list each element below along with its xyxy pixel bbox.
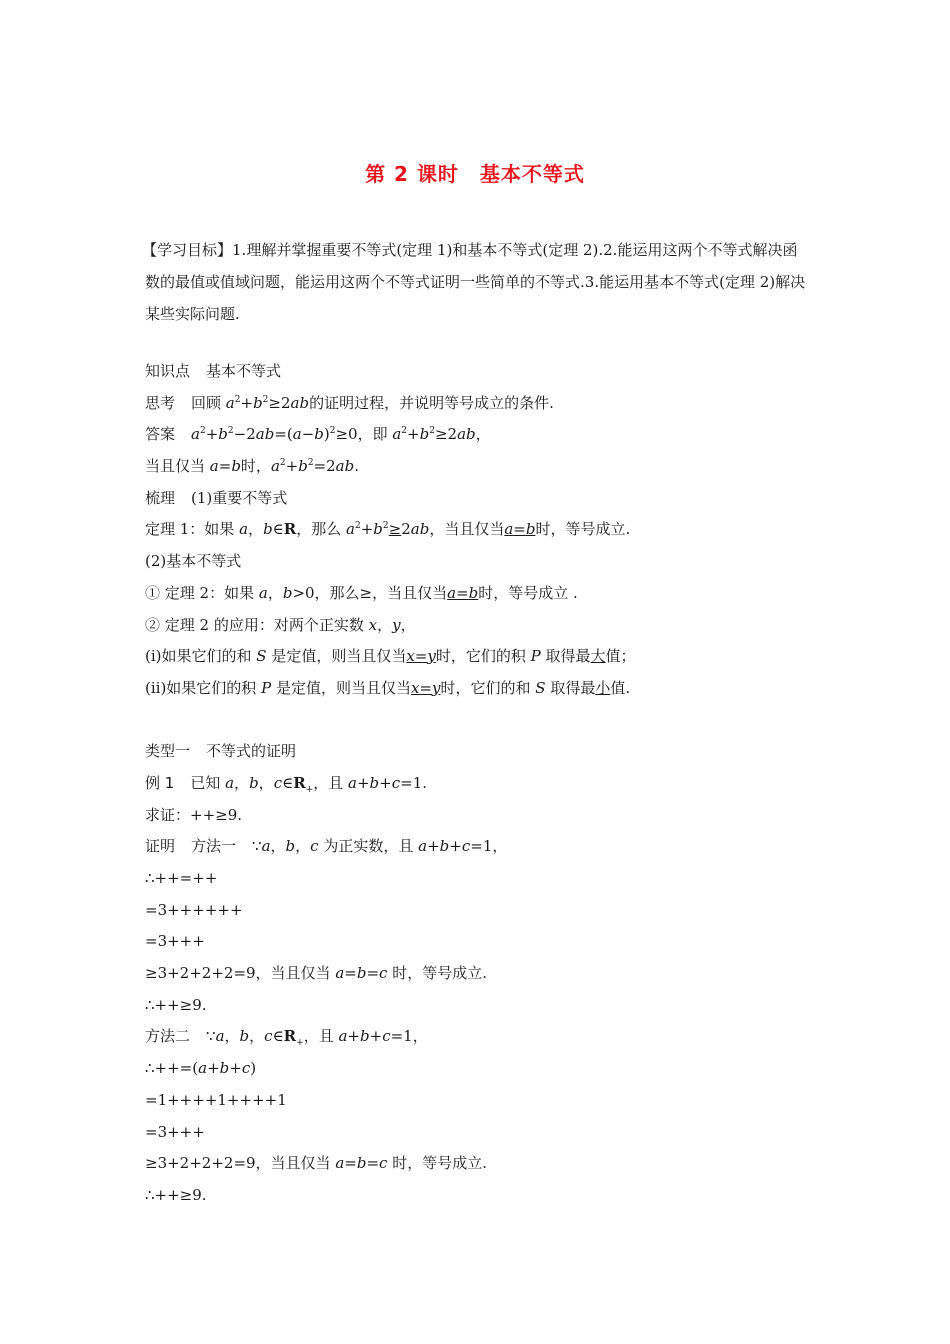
var: S xyxy=(535,678,546,697)
op: + xyxy=(207,1059,220,1078)
var: b xyxy=(218,425,228,444)
op: − xyxy=(301,425,315,444)
var: a xyxy=(338,1027,348,1046)
var: b xyxy=(231,457,241,476)
op: ∈ xyxy=(272,1027,284,1046)
var: P xyxy=(261,678,272,697)
method-2-line xyxy=(145,1021,810,1053)
underlined-answer xyxy=(504,520,535,538)
underlined-answer: ≥ xyxy=(388,520,402,539)
type-label: 类型一 xyxy=(145,742,191,761)
var: c xyxy=(264,1027,273,1046)
var: c xyxy=(391,773,401,792)
type-title: 不等式的证明 xyxy=(206,742,297,761)
example-1 xyxy=(145,768,810,800)
case-2 xyxy=(145,673,810,705)
text: ，且 xyxy=(313,773,348,792)
var: c xyxy=(461,837,471,856)
text: (ⅱ)如果它们的积 xyxy=(145,678,262,697)
think-text: 的证明过程，并说明等号成立的条件. xyxy=(309,393,554,412)
knowledge-heading xyxy=(145,356,810,388)
method-label: 方法二 xyxy=(145,1027,191,1046)
var: P xyxy=(530,647,541,666)
var: a xyxy=(292,425,302,444)
op: + xyxy=(407,425,420,444)
op: ∈ xyxy=(282,773,294,792)
var: a xyxy=(198,1059,208,1078)
op: = xyxy=(513,520,526,539)
text: ∴++=( xyxy=(145,1059,199,1078)
var: a xyxy=(261,837,271,856)
var: y xyxy=(427,647,436,666)
proof-step xyxy=(145,1053,810,1085)
text: ， xyxy=(295,837,311,856)
page-title: 第 2 课时 基本不等式 xyxy=(365,162,585,186)
proof-step: =3+++ xyxy=(145,932,205,951)
text: ， xyxy=(400,615,416,634)
text: 为正实数，且 xyxy=(318,837,419,856)
text: . xyxy=(354,457,359,476)
text: =1， xyxy=(470,837,508,856)
op: = xyxy=(366,1154,380,1173)
proof-step xyxy=(145,958,810,990)
var: b xyxy=(285,837,296,856)
var: b xyxy=(419,425,430,444)
knowledge-title: 基本不等式 xyxy=(206,362,282,380)
op: = xyxy=(366,964,380,983)
think-label: 思考 xyxy=(145,393,176,412)
op: + xyxy=(449,837,462,856)
text: ，那么 xyxy=(296,520,347,539)
objectives-tag: 【学习目标】 xyxy=(142,241,233,259)
theorem-2-application xyxy=(145,610,810,642)
var: ab xyxy=(457,425,476,444)
proof-step xyxy=(145,1148,810,1180)
var: a xyxy=(335,1154,345,1173)
var: b xyxy=(249,773,259,792)
sort-line xyxy=(145,483,810,515)
sub-heading-2: (2)基本不等式 xyxy=(145,552,242,571)
op: + xyxy=(379,773,392,792)
var: b xyxy=(263,520,273,539)
text: 时，它们的积 xyxy=(435,647,531,666)
op: = xyxy=(414,647,428,666)
op: + xyxy=(369,1027,383,1046)
var: x xyxy=(368,615,378,634)
op: 2 xyxy=(401,520,411,539)
var: c xyxy=(379,1154,388,1173)
text: 已知 xyxy=(190,773,226,792)
var: ab xyxy=(255,425,275,444)
text: ， xyxy=(377,615,393,634)
text: 当且仅当 xyxy=(145,457,210,476)
text: ， xyxy=(270,837,286,856)
var: a xyxy=(335,964,345,983)
var: b xyxy=(356,1154,367,1173)
var: c xyxy=(310,837,319,856)
text: ≥0，即 xyxy=(335,425,393,444)
text: ， xyxy=(258,773,274,792)
text: 时，等号成立. xyxy=(387,1154,487,1173)
var: b xyxy=(298,457,308,476)
text: =1. xyxy=(400,773,428,792)
text: 时，等号成立. xyxy=(387,964,487,983)
var: a xyxy=(225,393,235,412)
theorem-2 xyxy=(145,578,810,610)
answer-line-2: 当且仅当 a=b时，$a^2+b^2=2ab$. xyxy=(145,457,359,476)
op: ≥2 xyxy=(434,425,458,444)
var: x xyxy=(406,647,415,666)
var: b xyxy=(314,425,324,444)
proof-step: ∴++=++ xyxy=(145,869,218,887)
think-line: 思考 回顾 $a^2+b^2\ge 2ab$的证明过程，并说明等号成立的条件. xyxy=(145,393,554,412)
var: a xyxy=(348,773,357,792)
var: b xyxy=(369,773,380,792)
learning-objectives xyxy=(142,234,810,330)
proof-step: ∴++≥9. xyxy=(145,1185,207,1204)
proof-step: =3++++++ xyxy=(145,900,243,919)
example-label: 例 1 xyxy=(145,773,175,792)
text: 取得最 xyxy=(545,678,596,697)
var: y xyxy=(432,678,441,697)
text: =1， xyxy=(390,1027,428,1046)
op: ≥2 xyxy=(268,393,291,412)
op: = xyxy=(419,678,432,697)
sort-label: 梳理 xyxy=(145,488,176,507)
underlined-answer: 大 xyxy=(590,647,606,666)
var: b xyxy=(219,1059,230,1078)
var: b xyxy=(373,520,383,539)
var: a xyxy=(346,520,355,539)
op: =2 xyxy=(313,457,336,476)
set-symbol: R xyxy=(283,520,297,539)
text: ， xyxy=(249,1027,265,1046)
text: >0，那么≥，当且仅当 xyxy=(292,583,448,602)
op: ∈ xyxy=(272,520,284,539)
op: + xyxy=(427,837,440,856)
type1-heading xyxy=(145,736,810,768)
op: = xyxy=(344,964,357,983)
op: + xyxy=(347,1027,360,1046)
sort-text: (1)重要不等式 xyxy=(191,488,288,507)
text: 值； xyxy=(605,647,636,666)
text: 是定值，则当且仅当 xyxy=(266,647,407,666)
subscript: + xyxy=(296,1038,304,1049)
var: b xyxy=(282,583,293,602)
text: 取得最 xyxy=(540,647,591,666)
var: b xyxy=(253,393,263,412)
var: a xyxy=(392,425,402,444)
proof-step: =3+++ xyxy=(145,1122,205,1141)
answer-label: 答案 xyxy=(145,425,176,444)
text: ≥3+2+2+2=9，当且仅当 xyxy=(145,964,336,983)
because-symbol: ∵ xyxy=(206,1027,216,1046)
op: = xyxy=(456,583,469,602)
text: ② 定理 2 的应用：对两个正实数 xyxy=(145,615,369,634)
text: 值. xyxy=(610,678,631,697)
proof-step: ∴++≥9. xyxy=(145,995,207,1014)
op: + xyxy=(360,520,374,539)
text: ， xyxy=(248,520,264,539)
var: b xyxy=(439,837,450,856)
op: −2 xyxy=(233,425,256,444)
op: + xyxy=(285,457,299,476)
text: ≥3+2+2+2=9，当且仅当 xyxy=(145,1154,336,1173)
prove-line: 求证：++≥9. xyxy=(145,805,243,824)
main-content xyxy=(145,356,810,1212)
knowledge-label: 知识点 xyxy=(145,362,191,380)
think-text: 回顾 xyxy=(191,393,226,412)
objectives-text: 1.理解并掌握重要不等式(定理 1)和基本不等式(定理 2).2.能运用这两个不等式解决函数的最值或值域问题，能运用这两个不等式证明一些简单的不等式.3.能运用基本不等式(定理 2)解决某些实际问题. xyxy=(145,241,806,323)
text: (ⅰ)如果它们的和 xyxy=(145,647,257,666)
var: a xyxy=(270,457,280,476)
var: c xyxy=(241,1059,251,1078)
case-1 xyxy=(145,641,810,673)
text: 时， xyxy=(240,457,271,476)
text: ① 定理 2：如果 xyxy=(145,583,259,602)
set-symbol: R xyxy=(293,773,306,792)
op: + xyxy=(240,393,254,412)
text: ， xyxy=(267,583,283,602)
answer-line: 答案 $a^2+b^2-2ab=(a-b)^2\ge 0$，即 $a^2+b^2\ge 2ab$， xyxy=(145,425,491,444)
proof-label: 证明 xyxy=(145,837,176,856)
set-symbol: R xyxy=(283,1027,297,1046)
method-1-line xyxy=(145,831,810,863)
var: c xyxy=(273,773,283,792)
var: b xyxy=(356,964,367,983)
var: a xyxy=(447,583,457,602)
var: c xyxy=(382,1027,391,1046)
underlined-answer xyxy=(406,647,436,665)
underlined-answer xyxy=(447,584,478,602)
var: a xyxy=(215,1027,225,1046)
var: a xyxy=(225,773,235,792)
text: ，且 xyxy=(303,1027,339,1046)
var: a xyxy=(258,583,268,602)
text: ， xyxy=(234,773,250,792)
text: ，当且仅当 xyxy=(429,520,505,539)
var: a xyxy=(209,457,219,476)
subscript: + xyxy=(305,784,314,795)
var: S xyxy=(256,647,267,666)
text: 时，等号成立 . xyxy=(478,583,578,602)
text: 时，它们的和 xyxy=(440,678,536,697)
var: c xyxy=(379,964,388,983)
op: ) xyxy=(323,425,330,444)
proof-step: =1++++1++++1 xyxy=(145,1090,287,1109)
var: x xyxy=(410,678,420,697)
op: = xyxy=(344,1154,357,1173)
var: b xyxy=(525,520,536,539)
var: ab xyxy=(290,393,310,412)
because-symbol: ∵ xyxy=(252,837,262,856)
var: b xyxy=(239,1027,250,1046)
text: ) xyxy=(250,1059,257,1078)
text: 定理 1：如果 xyxy=(145,520,240,539)
var: b xyxy=(468,583,479,602)
text: 时，等号成立. xyxy=(535,520,631,539)
op: =( xyxy=(274,425,293,444)
var: y xyxy=(392,615,401,634)
var: ab xyxy=(335,457,355,476)
var: b xyxy=(360,1027,370,1046)
text: 是定值，则当且仅当 xyxy=(271,678,411,697)
op: = xyxy=(218,457,232,476)
var: a xyxy=(504,520,514,539)
text: ， xyxy=(475,425,491,444)
text: ， xyxy=(224,1027,240,1046)
op: + xyxy=(205,425,219,444)
underlined-answer: 小 xyxy=(595,678,611,697)
underlined-answer xyxy=(411,679,441,697)
theorem-1: 定理 1：如果 a，b∈R，那么 $a^2+b^2\ge 2ab$，当且仅当a=b时，等号成立. xyxy=(145,520,631,539)
op: + xyxy=(356,773,370,792)
var: a xyxy=(191,425,200,444)
var: ab xyxy=(410,520,430,539)
var: a xyxy=(239,520,249,539)
op: + xyxy=(229,1059,242,1078)
method-label: 方法一 xyxy=(191,837,237,856)
var: a xyxy=(418,837,428,856)
